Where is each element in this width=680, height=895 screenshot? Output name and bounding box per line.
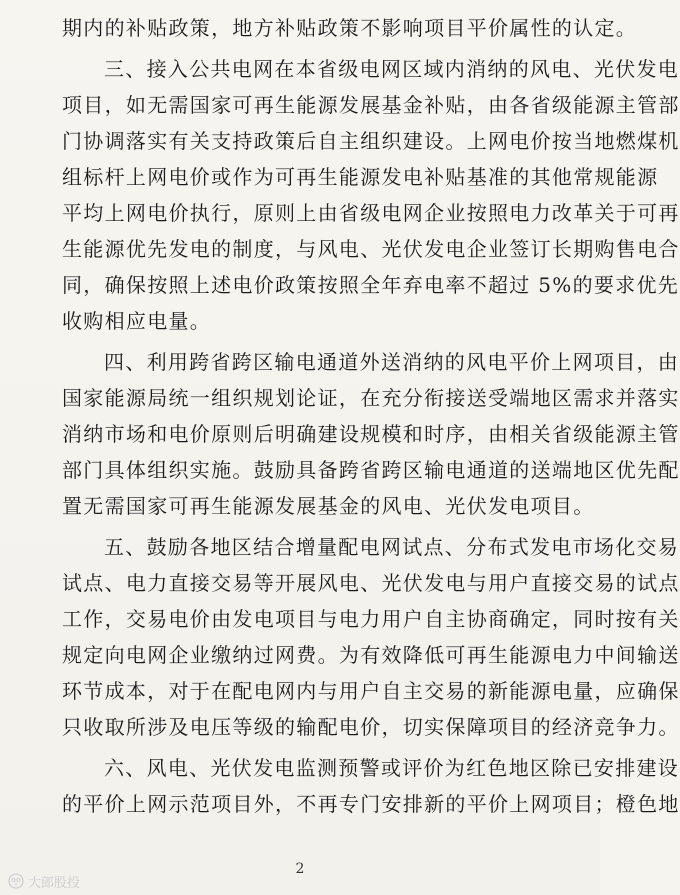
paragraph-item-3-line: 生能源优先发电的制度，与风电、光伏发电企业签订长期购售电合 bbox=[62, 237, 680, 261]
paragraph-item-4-line: 消纳市场和电价原则后明确建设规模和时序，由相关省级能源主管 bbox=[62, 422, 680, 446]
page-number: 2 bbox=[295, 861, 305, 877]
paragraph-item-3-line: 门协调落实有关支持政策后自主组织建设。上网电价按当地燃煤机 bbox=[62, 129, 680, 153]
paragraph-item-5-line: 试点、电力直接交易等开展风电、光伏发电与用户直接交易的试点 bbox=[62, 571, 680, 595]
paragraph-item-6-line: 的平价上网示范项目外，不再专门安排新的平价上网项目；橙色地 bbox=[62, 792, 680, 816]
paragraph-item-6-line: 六、风电、光伏发电监测预警或评价为红色地区除已安排建设 bbox=[104, 756, 680, 780]
paragraph-continuation-line: 期内的补贴政策，地方补贴政策不影响项目平价属性的认定。 bbox=[62, 16, 638, 40]
document-body bbox=[62, 10, 680, 822]
paragraph-item-3-line: 同，确保按照上述电价政策按照全年弃电率不超过 5%的要求优先 bbox=[62, 273, 680, 297]
paragraph-item-4-line: 部门具体组织实施。鼓励具备跨省跨区输电通道的送端地区优先配 bbox=[62, 458, 680, 482]
paragraph-item-5-line: 工作，交易电价由发电项目与电力用户自主协商确定，同时按有关 bbox=[62, 607, 680, 631]
paragraph-item-4-line: 置无需国家可再生能源发展基金的风电、光伏发电项目。 bbox=[62, 494, 595, 518]
paragraph-item-5-line: 五、鼓励各地区结合增量配电网试点、分布式发电市场化交易 bbox=[104, 535, 680, 559]
paragraph-item-4-line: 国家能源局统一组织规划论证，在充分衔接送受端地区需求并落实 bbox=[62, 386, 680, 410]
paragraph-item-5-line: 只收取所涉及电压等级的输配电价，切实保障项目的经济竞争力。 bbox=[62, 715, 680, 739]
paragraph-item-5-line: 规定向电网企业缴纳过网费。为有效降低可再生能源电力中间输送 bbox=[62, 643, 680, 667]
paragraph-item-3-line: 三、接入公共电网在本省级电网区域内消纳的风电、光伏发电 bbox=[104, 57, 680, 81]
paragraph-item-3-line: 组标杆上网电价或作为可再生能源发电补贴基准的其他常规能源 bbox=[62, 165, 659, 189]
watermark bbox=[8, 872, 80, 890]
paragraph-item-3-line: 项目，如无需国家可再生能源发展基金补贴，由各省级能源主管部 bbox=[62, 93, 680, 117]
paragraph-item-3-line: 收购相应电量。 bbox=[62, 309, 212, 333]
paragraph-item-3-line: 平均上网电价执行，原则上由省级电网企业按照电力改革关于可再 bbox=[62, 201, 680, 225]
paragraph-item-5-line: 环节成本，对于在配电网内与用户自主交易的新能源电量，应确保 bbox=[62, 679, 680, 703]
owl-logo-icon bbox=[8, 873, 24, 889]
watermark-text: 大郎股投 bbox=[28, 875, 81, 891]
paragraph-item-4-line: 四、利用跨省跨区输电通道外送消纳的风电平价上网项目，由 bbox=[104, 350, 680, 374]
